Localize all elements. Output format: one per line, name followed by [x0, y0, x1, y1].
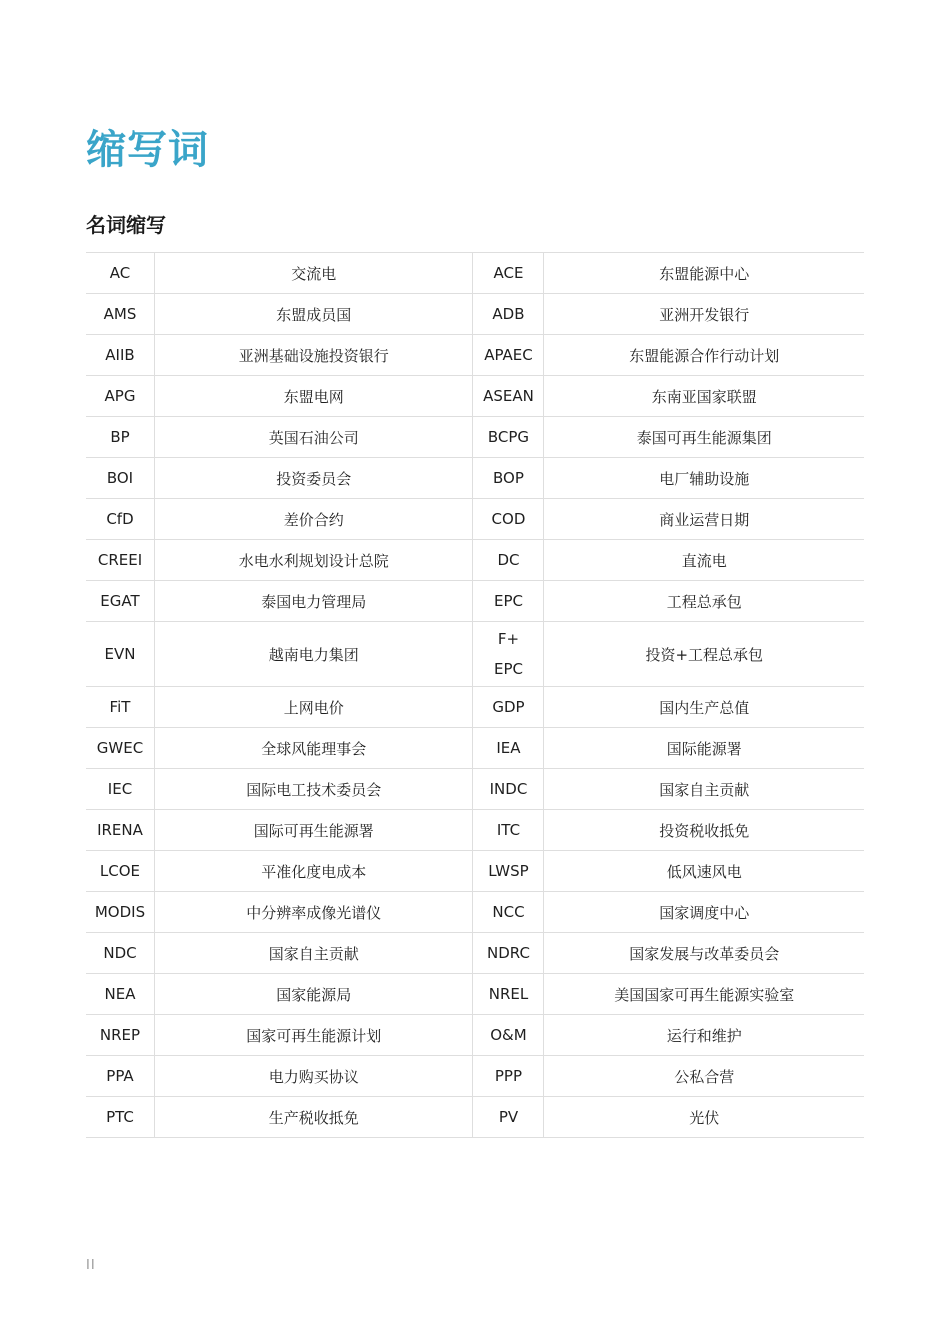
table-row [86, 933, 864, 974]
definition-cell: 直流电 [544, 540, 864, 581]
section-title: 名词缩写 [86, 213, 166, 237]
abbreviation-cell: INDC [473, 769, 544, 810]
abbreviation-cell: APAEC [473, 335, 544, 376]
abbreviation-cell: IRENA [86, 810, 154, 851]
definition-cell: 美国国家可再生能源实验室 [544, 974, 864, 1015]
definition-cell: 投资税收抵免 [544, 810, 864, 851]
definition-cell: 国家能源局 [154, 974, 473, 1015]
abbreviation-cell: ADB [473, 294, 544, 335]
definition-cell: 泰国电力管理局 [154, 581, 473, 622]
abbreviation-cell: BOI [86, 458, 154, 499]
table-row [86, 728, 864, 769]
abbreviation-cell: AIIB [86, 335, 154, 376]
definition-cell: 中分辨率成像光谱仪 [154, 892, 473, 933]
table-row [86, 892, 864, 933]
definition-cell: 亚洲开发银行 [544, 294, 864, 335]
abbreviation-cell: CfD [86, 499, 154, 540]
abbreviation-cell: BCPG [473, 417, 544, 458]
definition-cell: 国内生产总值 [544, 687, 864, 728]
abbreviation-cell: ASEAN [473, 376, 544, 417]
table-row [86, 687, 864, 728]
definition-cell: 泰国可再生能源集团 [544, 417, 864, 458]
abbreviation-line: EPC [493, 660, 523, 678]
abbreviation-cell: COD [473, 499, 544, 540]
abbreviation-cell: FiT [86, 687, 154, 728]
definition-cell: 越南电力集团 [154, 622, 473, 687]
abbreviation-cell: PPA [86, 1056, 154, 1097]
abbreviation-cell: GDP [473, 687, 544, 728]
abbreviation-cell: CREEI [86, 540, 154, 581]
table-row [86, 294, 864, 335]
table-row [86, 335, 864, 376]
abbreviation-cell: LCOE [86, 851, 154, 892]
abbreviation-cell: AC [86, 253, 154, 294]
table-row [86, 769, 864, 810]
definition-cell: 亚洲基础设施投资银行 [154, 335, 473, 376]
definition-cell: 东盟能源合作行动计划 [544, 335, 864, 376]
abbreviation-cell: LWSP [473, 851, 544, 892]
definition-cell: 低风速风电 [544, 851, 864, 892]
abbreviation-cell: GWEC [86, 728, 154, 769]
abbreviation-cell: ACE [473, 253, 544, 294]
definition-cell: 平准化度电成本 [154, 851, 473, 892]
definition-cell: 差价合约 [154, 499, 473, 540]
table-row [86, 810, 864, 851]
abbreviation-cell: DC [473, 540, 544, 581]
abbreviation-cell: BP [86, 417, 154, 458]
definition-cell: 国家发展与改革委员会 [544, 933, 864, 974]
definition-cell: 电厂辅助设施 [544, 458, 864, 499]
abbreviation-cell: NREL [473, 974, 544, 1015]
definition-cell: 国际能源署 [544, 728, 864, 769]
table-row [86, 376, 864, 417]
definition-cell: 东盟成员国 [154, 294, 473, 335]
abbreviation-cell: NDC [86, 933, 154, 974]
page-number: II [86, 1258, 96, 1273]
table-row [86, 499, 864, 540]
definition-cell: 生产税收抵免 [154, 1097, 473, 1138]
definition-cell: 国家可再生能源计划 [154, 1015, 473, 1056]
table-row [86, 622, 864, 687]
abbreviation-cell [473, 622, 544, 687]
abbreviation-cell: EGAT [86, 581, 154, 622]
definition-cell: 电力购买协议 [154, 1056, 473, 1097]
definition-cell: 英国石油公司 [154, 417, 473, 458]
abbreviation-cell: EVN [86, 622, 154, 687]
definition-cell: 东盟电网 [154, 376, 473, 417]
abbreviation-cell: MODIS [86, 892, 154, 933]
abbreviation-cell: BOP [473, 458, 544, 499]
table-row [86, 851, 864, 892]
definition-cell: 国家调度中心 [544, 892, 864, 933]
abbreviation-cell: APG [86, 376, 154, 417]
definition-cell: 投资委员会 [154, 458, 473, 499]
abbreviation-cell: PV [473, 1097, 544, 1138]
abbreviation-cell: AMS [86, 294, 154, 335]
definition-cell: 全球风能理事会 [154, 728, 473, 769]
definition-cell: 光伏 [544, 1097, 864, 1138]
definition-cell: 上网电价 [154, 687, 473, 728]
table-row [86, 417, 864, 458]
abbreviation-cell: O&M [473, 1015, 544, 1056]
definition-cell: 东盟能源中心 [544, 253, 864, 294]
definition-cell: 投资+工程总承包 [544, 622, 864, 687]
definition-cell: 水电水利规划设计总院 [154, 540, 473, 581]
table-row [86, 1056, 864, 1097]
abbreviation-cell: NCC [473, 892, 544, 933]
table-row [86, 1015, 864, 1056]
abbreviation-cell: IEA [473, 728, 544, 769]
definition-cell: 国际可再生能源署 [154, 810, 473, 851]
definition-cell: 东南亚国家联盟 [544, 376, 864, 417]
table-row [86, 540, 864, 581]
abbreviation-cell: PTC [86, 1097, 154, 1138]
definition-cell: 国际电工技术委员会 [154, 769, 473, 810]
table-row [86, 458, 864, 499]
definition-cell: 国家自主贡献 [544, 769, 864, 810]
abbreviation-cell: NDRC [473, 933, 544, 974]
definition-cell: 公私合营 [544, 1056, 864, 1097]
page-title: 缩写词 [86, 127, 209, 173]
definition-cell: 运行和维护 [544, 1015, 864, 1056]
definition-cell: 国家自主贡献 [154, 933, 473, 974]
abbreviation-cell: NEA [86, 974, 154, 1015]
table-row [86, 974, 864, 1015]
abbreviation-cell: EPC [473, 581, 544, 622]
abbreviation-line: F+ [497, 630, 520, 648]
abbreviation-cell: PPP [473, 1056, 544, 1097]
abbreviation-table [86, 252, 864, 1138]
table-row [86, 1097, 864, 1138]
abbreviation-cell: ITC [473, 810, 544, 851]
abbreviation-cell: IEC [86, 769, 154, 810]
definition-cell: 工程总承包 [544, 581, 864, 622]
abbreviation-cell: NREP [86, 1015, 154, 1056]
table-row [86, 253, 864, 294]
table-row [86, 581, 864, 622]
definition-cell: 商业运营日期 [544, 499, 864, 540]
definition-cell: 交流电 [154, 253, 473, 294]
